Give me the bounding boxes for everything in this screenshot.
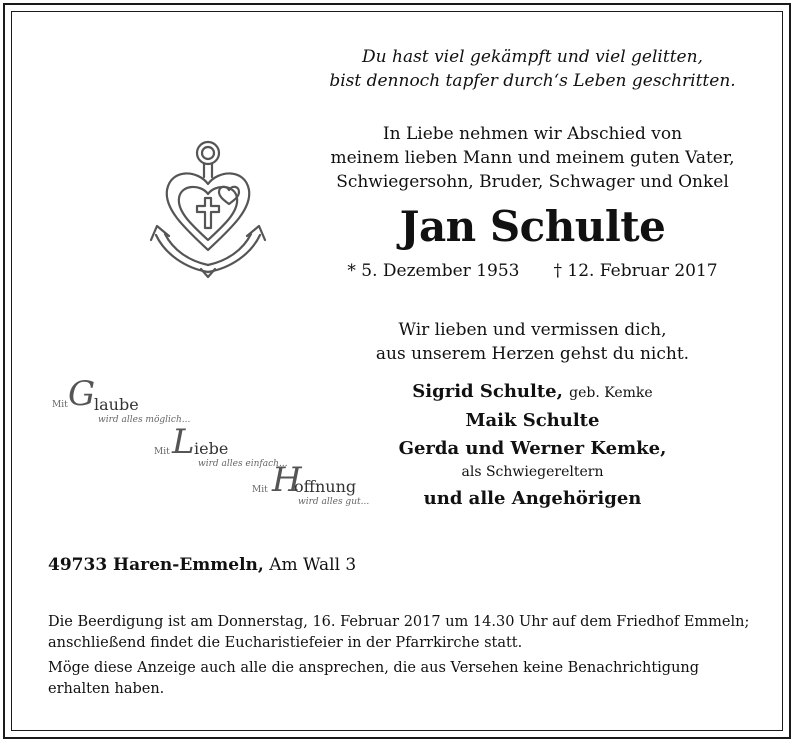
birth-date: * 5. Dezember 1953 <box>347 261 520 281</box>
death-date: † 12. Februar 2017 <box>553 261 718 281</box>
hoffnung-sub: wird alles gut... <box>298 497 370 507</box>
hoffnung-initial: H <box>272 460 302 500</box>
funeral-paragraph-2: Möge diese Anzeige auch alle die ansprechen, die aus Versehen keine Benachrichtigung erhalten haben. <box>48 660 700 697</box>
mourner-4-name: und alle Angehörigen <box>423 488 642 509</box>
poem-line-2: bist dennoch tapfer durch‘s Leben geschritten. <box>329 71 736 91</box>
poem <box>300 45 765 93</box>
mourner-1-name: Sigrid Schulte, <box>412 381 563 402</box>
closing-verse <box>300 318 765 366</box>
anchor-heart-cross-icon <box>143 132 273 280</box>
mourner-1-note: geb. Kemke <box>569 385 653 401</box>
faith-love-hope-graphic <box>52 375 372 525</box>
glaube-sub: wird alles möglich... <box>98 415 191 425</box>
closing-line-2: aus unserem Herzen gehst du nicht. <box>375 344 690 364</box>
mourner-3-name: Gerda und Werner Kemke, <box>398 438 667 459</box>
address <box>48 555 356 575</box>
glaube-word: laube <box>94 395 139 414</box>
intro-line-1: In Liebe nehmen wir Abschied von <box>382 124 683 144</box>
funeral-paragraph-1: Die Beerdigung ist am Donnerstag, 16. Februar 2017 um 14.30 Uhr auf dem Friedhof Emmeln; anschließend findet die Eucharistiefeier in der Pfarrkirche statt. <box>48 614 750 651</box>
liebe-mit: Mit <box>154 447 170 457</box>
intro-text <box>300 122 765 194</box>
intro-line-3: Schwiegersohn, Bruder, Schwager und Onkel <box>336 172 729 192</box>
poem-line-1: Du hast viel gekämpft und viel gelitten, <box>362 47 703 67</box>
deceased-name: Jan Schulte <box>399 202 666 251</box>
hoffnung-mit: Mit <box>252 485 268 495</box>
life-dates <box>300 260 765 282</box>
glaube-block <box>52 375 252 425</box>
address-street: Am Wall 3 <box>269 555 357 575</box>
mourner-2-name: Maik Schulte <box>465 410 600 431</box>
liebe-initial: L <box>172 422 195 462</box>
hoffnung-word: offnung <box>294 477 357 496</box>
glaube-mit: Mit <box>52 400 68 410</box>
address-city: 49733 Haren-Emmeln, <box>48 555 264 575</box>
hoffnung-block <box>250 460 380 513</box>
mourner-3-note: als Schwiegereltern <box>461 464 604 480</box>
glaube-initial: G <box>68 374 96 414</box>
liebe-word: iebe <box>194 439 229 458</box>
closing-line-1: Wir lieben und vermissen dich, <box>398 320 667 340</box>
liebe-sub: wird alles einfach... <box>198 459 288 469</box>
funeral-info <box>48 612 760 704</box>
intro-line-2: meinem lieben Mann und meinem guten Vater, <box>330 148 735 168</box>
